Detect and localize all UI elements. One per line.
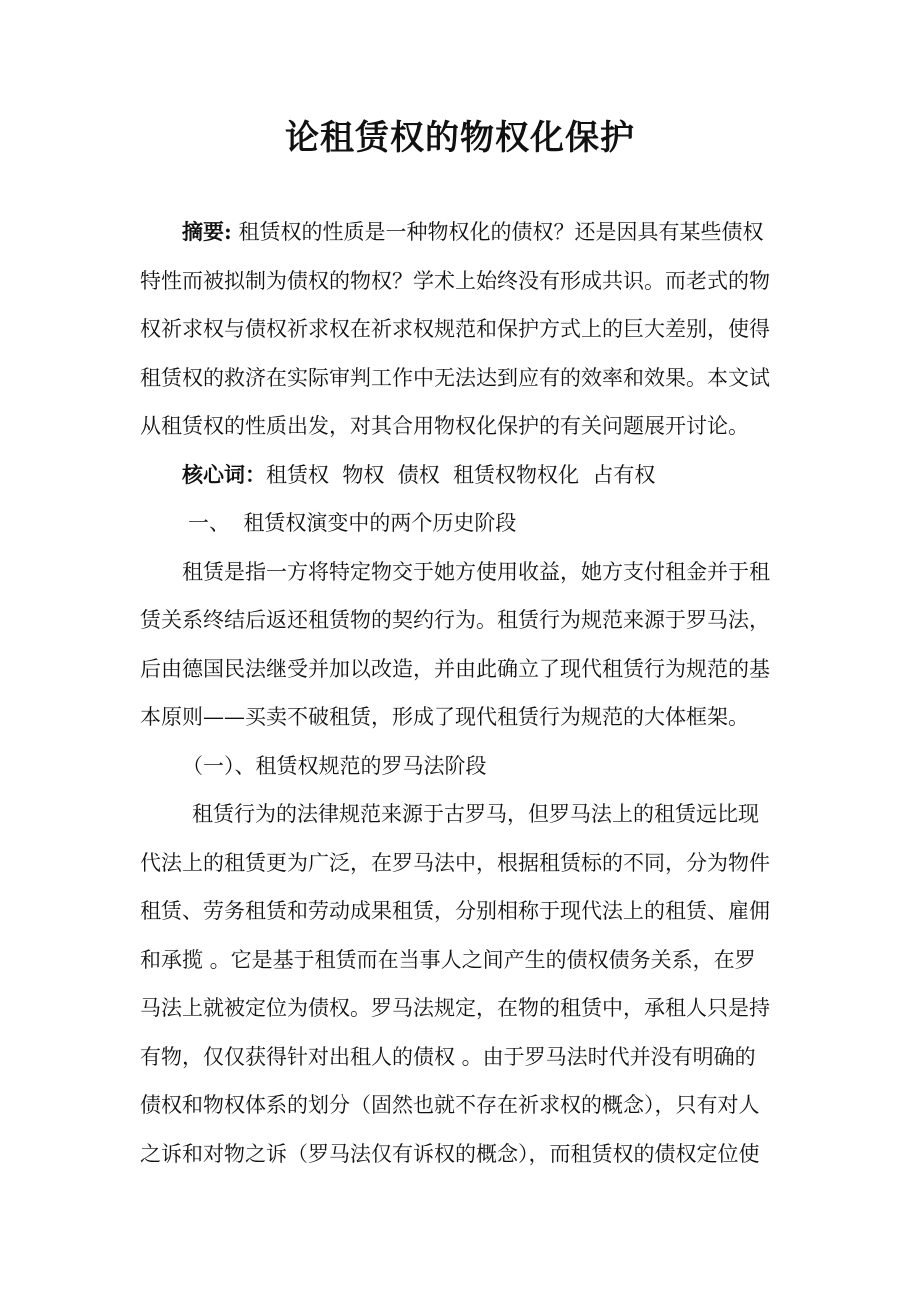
abstract-line: 权祈求权与债权祈求权在祈求权规范和保护方式上的巨大差别，使得	[140, 317, 770, 341]
document-body	[140, 208, 790, 1178]
abstract-label: 摘要:	[182, 219, 232, 244]
paragraph-line: 本原则——买卖不破租赁，形成了现代租赁行为规范的大体框架。	[140, 705, 749, 729]
section-heading: 一、 租赁权演变中的两个历史阶段	[188, 511, 517, 535]
paragraph-line: 债权和物权体系的划分（固然也就不存在祈求权的概念），只有对人	[140, 1093, 760, 1117]
paragraph-line: 之诉和对物之诉（罗马法仅有诉权的概念），而租赁权的债权定位使	[140, 1141, 760, 1166]
paragraph-line: 赁关系终结后返还租赁物的契约行为。租赁行为规范来源于罗马法，	[140, 608, 770, 632]
abstract-line: 特性而被拟制为债权的物权？学术上始终没有形成共识。而老式的物	[140, 268, 770, 293]
abstract-line	[140, 208, 790, 257]
paragraph-line: 代法上的租赁更为广泛，在罗马法中，根据租赁标的不同，分为物件	[140, 850, 770, 875]
page-title: 论租赁权的物权化保护	[285, 118, 635, 158]
paragraph-line: 有物，仅仅获得针对出租人的债权 。由于罗马法时代并没有明确的	[140, 1044, 756, 1069]
paragraph-line: 租赁是指一方将特定物交于她方使用收益，她方支付租金并于租	[182, 559, 770, 584]
subsection-heading: （一）、租赁权规范的罗马法阶段	[182, 753, 487, 778]
abstract-line: 租赁权的救济在实际审判工作中无法达到应有的效率和效果。本文试	[140, 365, 770, 390]
keywords-text: 租赁权 物权 债权 租赁权物权化 占有权	[266, 462, 656, 487]
keywords-label: 核心词：	[182, 461, 266, 487]
paragraph-line: 和承揽 。它是基于租赁而在当事人之间产生的债权债务关系，在罗	[140, 947, 756, 972]
paragraph-line: 马法上就被定位为债权。罗马法规定，在物的租赁中，承租人只是持	[140, 996, 770, 1020]
paragraph-line: 租赁、劳务租赁和劳动成果租赁，分别相称于现代法上的租赁、雇佣	[140, 899, 770, 923]
paragraph-line: 后由德国民法继受并加以改造，并由此确立了现代租赁行为规范的基	[140, 656, 770, 681]
abstract-text: 租赁权的性质是一种物权化的债权？还是因具有某些债权	[231, 220, 764, 244]
keywords-line	[140, 451, 790, 500]
abstract-line: 从租赁权的性质出发，对其合用物权化保护的有关问题展开讨论。	[140, 414, 749, 438]
paragraph-line: 租赁行为的法律规范来源于古罗马，但罗马法上的租赁远比现	[192, 802, 759, 826]
